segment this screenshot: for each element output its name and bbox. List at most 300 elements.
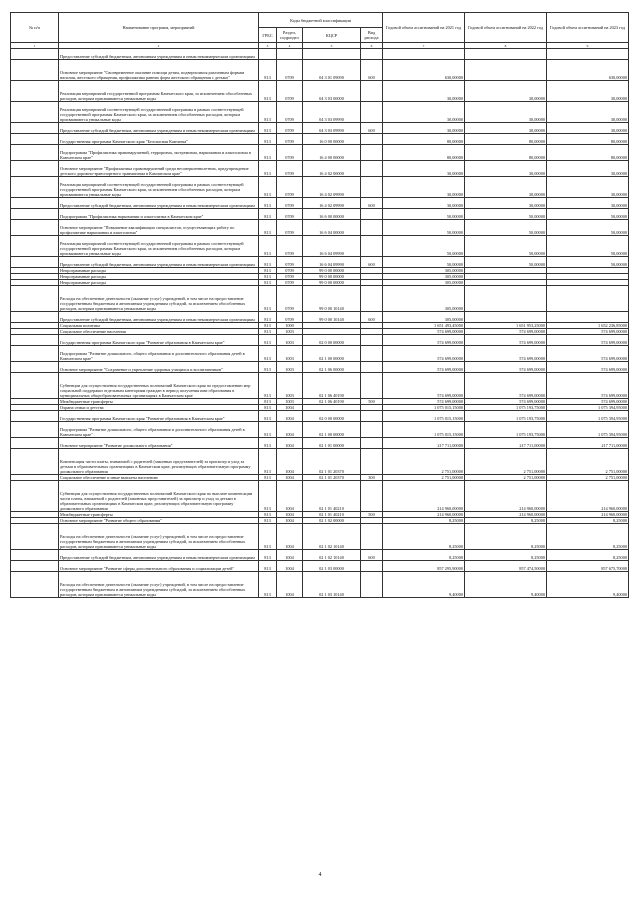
- row-2022-cell: 574 699,00000: [465, 346, 547, 362]
- row-rzpr-cell: 0709: [277, 198, 303, 209]
- row-2023-cell: 30,00000: [547, 198, 629, 209]
- row-2023-cell: 50,00000: [547, 220, 629, 236]
- table-row: [11, 399, 629, 405]
- row-csr-cell: 16 6 04 09990: [303, 257, 361, 268]
- row-rzpr-cell: 1004: [277, 422, 303, 438]
- row-vr-cell: 600: [361, 257, 383, 268]
- row-2022-cell: 30,00000: [465, 81, 547, 102]
- row-csr-cell: 16 4 02 09990: [303, 198, 361, 209]
- row-rzpr-cell: 0709: [277, 257, 303, 268]
- row-grbs-cell: 813: [259, 145, 277, 161]
- row-rzpr-cell: 1004: [277, 572, 303, 598]
- row-2023-cell: 214 960,00000: [547, 512, 629, 518]
- row-2023-cell: 1 075 394,95000: [547, 422, 629, 438]
- row-number-cell: [11, 362, 59, 373]
- row-name-cell: Предоставление субсидий бюджетным, автономным учреждениям и иным некоммерческим организациям: [59, 49, 259, 60]
- row-2021-cell: 30,00000: [383, 177, 465, 198]
- column-number-cell: 6: [361, 43, 383, 49]
- row-rzpr-cell: 1003: [277, 335, 303, 346]
- table-row: [11, 220, 629, 236]
- row-grbs-cell: 813: [259, 60, 277, 81]
- row-vr-cell: [361, 335, 383, 346]
- row-2022-cell: 9,40000: [465, 572, 547, 598]
- header-2021: Годовой объем ассигнований на 2021 год: [383, 13, 465, 43]
- row-vr-cell: [361, 561, 383, 572]
- row-grbs-cell: 813: [259, 286, 277, 312]
- row-rzpr-cell: 0709: [277, 274, 303, 280]
- table-row: [11, 102, 629, 123]
- row-vr-cell: [361, 572, 383, 598]
- row-vr-cell: 600: [361, 60, 383, 81]
- row-vr-cell: [361, 161, 383, 177]
- row-csr-cell: 02 1 01 20370: [303, 475, 361, 481]
- row-2021-cell: 30,00000: [383, 198, 465, 209]
- row-name-cell: Государственная программа Камчатского края "Развитие образования в Камчатском крае": [59, 411, 259, 422]
- row-2022-cell: 214 960,00000: [465, 481, 547, 512]
- row-2023-cell: 630,00000: [547, 60, 629, 81]
- row-2023-cell: 30,00000: [547, 123, 629, 134]
- table-row: [11, 449, 629, 475]
- row-2023-cell: 8,25000: [547, 518, 629, 524]
- row-2023-cell: 8,25000: [547, 524, 629, 550]
- row-2023-cell: [547, 286, 629, 312]
- row-grbs-cell: 813: [259, 161, 277, 177]
- row-number-cell: [11, 220, 59, 236]
- row-2021-cell: 80,00000: [383, 134, 465, 145]
- row-vr-cell: [361, 481, 383, 512]
- row-2021-cell: 305,00000: [383, 286, 465, 312]
- row-rzpr-cell: 0709: [277, 280, 303, 286]
- header-csr: КЦСР: [303, 28, 361, 43]
- row-2023-cell: 80,00000: [547, 145, 629, 161]
- row-rzpr-cell: 1000: [277, 323, 303, 329]
- row-2021-cell: 214 960,00000: [383, 481, 465, 512]
- row-2023-cell: 50,00000: [547, 257, 629, 268]
- table-row: [11, 257, 629, 268]
- row-2023-cell: 8,25000: [547, 550, 629, 561]
- header-num: № п/п: [11, 13, 59, 43]
- row-2022-cell: 30,00000: [465, 177, 547, 198]
- table-row: [11, 335, 629, 346]
- row-2022-cell: 1 075 193,75000: [465, 422, 547, 438]
- table-row: [11, 145, 629, 161]
- row-name-cell: Основное мероприятие "Повышение квалификации специалистов, осуществляющих работу по профилактике наркомании и алкоголизма": [59, 220, 259, 236]
- row-2022-cell: 80,00000: [465, 145, 547, 161]
- row-grbs-cell: 813: [259, 198, 277, 209]
- row-csr-cell: 99 0 00 00000: [303, 280, 361, 286]
- row-number-cell: [11, 60, 59, 81]
- row-vr-cell: 500: [361, 512, 383, 518]
- row-name-cell: Предоставление субсидий бюджетным, автономным учреждениям и иным некоммерческим организациям: [59, 198, 259, 209]
- row-rzpr-cell: 1004: [277, 449, 303, 475]
- row-2021-cell: 50,00000: [383, 220, 465, 236]
- row-2022-cell: 857 474,50000: [465, 561, 547, 572]
- row-rzpr-cell: 1004: [277, 475, 303, 481]
- row-grbs-cell: 813: [259, 518, 277, 524]
- row-2023-cell: 30,00000: [547, 102, 629, 123]
- row-csr-cell: 99 0 00 00000: [303, 268, 361, 274]
- row-number-cell: [11, 411, 59, 422]
- row-2023-cell: 574 699,00000: [547, 362, 629, 373]
- row-vr-cell: [361, 145, 383, 161]
- row-grbs-cell: 813: [259, 411, 277, 422]
- row-csr-cell: 99 0 00 10140: [303, 312, 361, 323]
- row-rzpr-cell: 0709: [277, 220, 303, 236]
- row-2022-cell: 30,00000: [465, 161, 547, 177]
- row-csr-cell: 16 6 00 00000: [303, 209, 361, 220]
- table-row: [11, 481, 629, 512]
- row-2021-cell: 574 699,00000: [383, 346, 465, 362]
- row-number-cell: [11, 561, 59, 572]
- row-rzpr-cell: 1004: [277, 481, 303, 512]
- row-2022-cell: [465, 312, 547, 323]
- column-number-cell: 5: [303, 43, 361, 49]
- row-2022-cell: 30,00000: [465, 198, 547, 209]
- row-rzpr-cell: 0709: [277, 209, 303, 220]
- row-vr-cell: 600: [361, 550, 383, 561]
- row-number-cell: [11, 422, 59, 438]
- row-csr-cell: 02 0 00 00000: [303, 335, 361, 346]
- row-2023-cell: 30,00000: [547, 177, 629, 198]
- header-rzpr: Раздел, подраздел: [277, 28, 303, 43]
- row-csr-cell: 99 0 00 00000: [303, 274, 361, 280]
- row-2022-cell: 1 075 193,75000: [465, 411, 547, 422]
- row-2021-cell: 30,00000: [383, 161, 465, 177]
- row-rzpr-cell: 0709: [277, 81, 303, 102]
- row-grbs-cell: 813: [259, 209, 277, 220]
- header-2023: Годовой объем ассигнований на 2023 год: [547, 13, 629, 43]
- row-vr-cell: [361, 286, 383, 312]
- row-2023-cell: 2 751,00000: [547, 449, 629, 475]
- row-name-cell: Расходы на обеспечение деятельности (оказание услуг) учреждений, в том числе на предоставление государственным бюджетным и автономным учреждениям субсидий, за исключением обособленных расходов, которым присваиваются уникальные коды: [59, 286, 259, 312]
- row-name-cell: Расходы на обеспечение деятельности (оказание услуг) учреждений, в том числе на предоставление государственным бюджетным и автономным учреждениям субсидий, за исключением обособленных расходов, которым присваиваются уникальные коды: [59, 524, 259, 550]
- row-name-cell: Субвенции для осуществления государственных полномочий Камчатского края по предоставлению мер социальной поддержки отдельным категориям граждан в период получения ими образования в муниципальных общеобразовательных организациях в Камчатском крае: [59, 373, 259, 399]
- row-name-cell: Подпрограмма "Развитие дошкольного, общего образования и дополнительного образования детей в Камчатском крае": [59, 422, 259, 438]
- row-vr-cell: [361, 373, 383, 399]
- row-2021-cell: 305,00000: [383, 280, 465, 286]
- row-number-cell: [11, 198, 59, 209]
- row-grbs-cell: 813: [259, 346, 277, 362]
- row-2023-cell: 574 699,00000: [547, 399, 629, 405]
- row-grbs-cell: 813: [259, 512, 277, 518]
- row-grbs-cell: 813: [259, 102, 277, 123]
- row-vr-cell: [361, 134, 383, 145]
- table-body: [11, 49, 629, 598]
- row-name-cell: Субвенции для осуществления государственных полномочий Камчатского края по выплате компенсации части платы, взимаемой с родителей (законных представителей) за присмотр и уход за детьми в образовательных организациях в Камчатском крае, реализующих образовательную программу дошкольного образования: [59, 481, 259, 512]
- row-vr-cell: [361, 177, 383, 198]
- row-name-cell: Социальное обеспечение населения: [59, 329, 259, 335]
- row-rzpr-cell: 0709: [277, 134, 303, 145]
- row-2023-cell: 217 711,00000: [547, 438, 629, 449]
- row-2023-cell: [547, 49, 629, 60]
- row-csr-cell: 02 1 01 40210: [303, 481, 361, 512]
- row-2021-cell: 8,25000: [383, 550, 465, 561]
- column-number-cell: 3: [259, 43, 277, 49]
- row-2021-cell: 305,00000: [383, 274, 465, 280]
- row-2022-cell: 8,25000: [465, 518, 547, 524]
- row-2022-cell: 50,00000: [465, 257, 547, 268]
- row-csr-cell: 16 6 04 09990: [303, 236, 361, 257]
- row-vr-cell: [361, 411, 383, 422]
- row-name-cell: Реализация мероприятий соответствующей государственной программы в рамках соответствующей государственной программы Камчатского края, за исключением обособленных расходов, которым присваиваются уникальные коды: [59, 236, 259, 257]
- row-2021-cell: 30,00000: [383, 81, 465, 102]
- row-vr-cell: 500: [361, 399, 383, 405]
- row-2022-cell: 50,00000: [465, 220, 547, 236]
- row-2023-cell: 574 699,00000: [547, 329, 629, 335]
- row-name-cell: Межбюджетные трансферты: [59, 512, 259, 518]
- row-name-cell: Реализация мероприятий государственной программы Камчатского края, за исключением обособленных расходов, которым присваиваются уникальные коды: [59, 81, 259, 102]
- row-name-cell: Основное мероприятие "Профилактика правонарушений среди несовершеннолетних, предупреждение детского дорожно-транспортного травматизма в Камчатском крае": [59, 161, 259, 177]
- table-row: [11, 123, 629, 134]
- header-vr: Вид расхода: [361, 28, 383, 43]
- table-row: [11, 373, 629, 399]
- table-row: [11, 286, 629, 312]
- row-rzpr-cell: 0709: [277, 312, 303, 323]
- row-rzpr-cell: 1003: [277, 373, 303, 399]
- row-csr-cell: 04 3 01 09090: [303, 60, 361, 81]
- row-2022-cell: 574 699,00000: [465, 335, 547, 346]
- row-rzpr-cell: 1004: [277, 438, 303, 449]
- row-csr-cell: 02 0 00 00000: [303, 411, 361, 422]
- row-grbs-cell: 813: [259, 524, 277, 550]
- row-name-cell: Реализация мероприятий соответствующей государственной программы в рамках соответствующей государственной программы Камчатского края, за исключением обособленных расходов, которым присваиваются уникальные коды: [59, 102, 259, 123]
- row-2021-cell: 1 651 493,45000: [383, 323, 465, 329]
- table-row: [11, 312, 629, 323]
- row-rzpr-cell: 1003: [277, 346, 303, 362]
- row-2021-cell: 50,00000: [383, 257, 465, 268]
- budget-table-sheet: [10, 12, 628, 598]
- row-name-cell: Социальное обеспечение и иные выплаты населению: [59, 475, 259, 481]
- row-csr-cell: 02 1 06 00000: [303, 362, 361, 373]
- row-2023-cell: 857 675,70000: [547, 561, 629, 572]
- row-csr-cell: [303, 49, 361, 60]
- row-2021-cell: 30,00000: [383, 123, 465, 134]
- row-csr-cell: 02 1 06 40190: [303, 399, 361, 405]
- row-csr-cell: 02 1 02 10140: [303, 524, 361, 550]
- row-name-cell: Основное мероприятие "Развитие дошкольного образования": [59, 438, 259, 449]
- table-row: [11, 209, 629, 220]
- row-2021-cell: 574 699,00000: [383, 399, 465, 405]
- header-grbs: ГРБС: [259, 28, 277, 43]
- row-grbs-cell: 813: [259, 329, 277, 335]
- row-grbs-cell: 813: [259, 268, 277, 274]
- row-name-cell: Компенсация части платы, взимаемой с родителей (законных представителей) за присмотр и уход за детьми в образовательных организациях в Камчатском крае, реализующих образовательную программу дошкольного образования: [59, 449, 259, 475]
- row-number-cell: [11, 145, 59, 161]
- row-2021-cell: [383, 49, 465, 60]
- header-name: Наименование программ, мероприятий: [59, 13, 259, 43]
- row-2021-cell: 9,40000: [383, 572, 465, 598]
- row-csr-cell: 02 1 03 00000: [303, 561, 361, 572]
- row-2022-cell: 2 751,00000: [465, 475, 547, 481]
- row-2023-cell: 1 075 394,95000: [547, 405, 629, 411]
- row-2021-cell: 1 075 015,15000: [383, 422, 465, 438]
- row-name-cell: Подпрограмма "Профилактика правонарушений, терроризма, экстремизма, наркомании и алкоголизма в Камчатском крае": [59, 145, 259, 161]
- row-grbs-cell: 813: [259, 134, 277, 145]
- column-number-cell: 9: [547, 43, 629, 49]
- row-vr-cell: [361, 236, 383, 257]
- row-csr-cell: 16 6 04 00000: [303, 220, 361, 236]
- row-name-cell: Социальная политика: [59, 323, 259, 329]
- row-2021-cell: 30,00000: [383, 102, 465, 123]
- row-name-cell: Предоставление субсидий бюджетным, автономным учреждениям и иным некоммерческим организациям: [59, 123, 259, 134]
- row-grbs-cell: 813: [259, 177, 277, 198]
- row-vr-cell: [361, 438, 383, 449]
- table-row: [11, 362, 629, 373]
- header-2022: Годовой объем ассигнований на 2022 год: [465, 13, 547, 43]
- row-number-cell: [11, 102, 59, 123]
- row-name-cell: Реализация мероприятий соответствующей государственной программы в рамках соответствующей государственной программы Камчатского края, за исключением обособленных расходов, которым присваиваются уникальные коды: [59, 177, 259, 198]
- row-2023-cell: 50,00000: [547, 209, 629, 220]
- row-csr-cell: 99 0 00 10140: [303, 286, 361, 312]
- row-2022-cell: 1 651 953,25000: [465, 323, 547, 329]
- row-number-cell: [11, 550, 59, 561]
- column-number-cell: 4: [277, 43, 303, 49]
- row-name-cell: Предоставление субсидий бюджетным, автономным учреждениям и иным некоммерческим организациям: [59, 312, 259, 323]
- row-2022-cell: 574 699,00000: [465, 329, 547, 335]
- row-rzpr-cell: 1004: [277, 411, 303, 422]
- page-number: 4: [318, 872, 322, 878]
- column-number-cell: 2: [59, 43, 259, 49]
- row-name-cell: Подпрограмма "Развитие дошкольного, общего образования и дополнительного образования детей в Камчатском крае": [59, 346, 259, 362]
- row-rzpr-cell: [277, 49, 303, 60]
- table-row: [11, 198, 629, 209]
- row-grbs-cell: 813: [259, 81, 277, 102]
- table-row: [11, 550, 629, 561]
- row-grbs-cell: 813: [259, 481, 277, 512]
- table-row: [11, 572, 629, 598]
- row-2022-cell: 8,25000: [465, 550, 547, 561]
- row-vr-cell: [361, 81, 383, 102]
- row-2021-cell: 1 075 015,15000: [383, 405, 465, 411]
- row-2023-cell: 1 652 236,85000: [547, 323, 629, 329]
- row-2022-cell: [465, 286, 547, 312]
- table-row: [11, 177, 629, 198]
- row-2022-cell: 1 075 193,75000: [465, 405, 547, 411]
- row-rzpr-cell: 0709: [277, 268, 303, 274]
- row-2023-cell: 80,00000: [547, 134, 629, 145]
- row-csr-cell: 04 3 03 09990: [303, 123, 361, 134]
- row-2021-cell: 857 295,90000: [383, 561, 465, 572]
- row-name-cell: Предоставление субсидий бюджетным, автономным учреждениям и иным некоммерческим организациям: [59, 550, 259, 561]
- row-2021-cell: 50,00000: [383, 209, 465, 220]
- row-csr-cell: 02 1 00 00000: [303, 422, 361, 438]
- row-rzpr-cell: 1003: [277, 362, 303, 373]
- row-2021-cell: 574 699,00000: [383, 329, 465, 335]
- row-number-cell: [11, 236, 59, 257]
- row-grbs-cell: 813: [259, 422, 277, 438]
- row-name-cell: Государственная программа Камчатского края "Развитие образования в Камчатском крае": [59, 335, 259, 346]
- row-csr-cell: 02 1 01 40210: [303, 512, 361, 518]
- row-name-cell: Непрограммные расходы: [59, 274, 259, 280]
- row-grbs-cell: 813: [259, 550, 277, 561]
- row-vr-cell: [361, 49, 383, 60]
- row-grbs-cell: 813: [259, 438, 277, 449]
- row-2022-cell: 30,00000: [465, 102, 547, 123]
- row-grbs-cell: 813: [259, 561, 277, 572]
- row-2023-cell: 30,00000: [547, 161, 629, 177]
- row-name-cell: Непрограммные расходы: [59, 280, 259, 286]
- row-rzpr-cell: 0709: [277, 236, 303, 257]
- row-2023-cell: 574 699,00000: [547, 335, 629, 346]
- table-row: [11, 475, 629, 481]
- row-2023-cell: 50,00000: [547, 236, 629, 257]
- row-2022-cell: 574 699,00000: [465, 362, 547, 373]
- table-row: [11, 161, 629, 177]
- column-number-cell: 8: [465, 43, 547, 49]
- table-row: [11, 134, 629, 145]
- row-rzpr-cell: 0709: [277, 177, 303, 198]
- row-csr-cell: 02 1 01 20370: [303, 449, 361, 475]
- row-number-cell: [11, 81, 59, 102]
- header-codes: Коды бюджетной классификации: [259, 13, 383, 28]
- row-2022-cell: 30,00000: [465, 123, 547, 134]
- row-2021-cell: 214 960,00000: [383, 512, 465, 518]
- row-rzpr-cell: 0709: [277, 123, 303, 134]
- row-number-cell: [11, 373, 59, 399]
- row-number-cell: [11, 177, 59, 198]
- row-number-cell: [11, 312, 59, 323]
- row-2023-cell: 2 751,00000: [547, 475, 629, 481]
- row-vr-cell: [361, 422, 383, 438]
- row-grbs-cell: [259, 49, 277, 60]
- row-grbs-cell: 813: [259, 323, 277, 329]
- row-vr-cell: [361, 362, 383, 373]
- row-rzpr-cell: 1003: [277, 399, 303, 405]
- row-name-cell: Основное мероприятие "Своевременное оказание помощи детям, подвергшимся различным формам насилия, жестокого обращения, профилактика ранних форм жестокого обращения с детьми": [59, 60, 259, 81]
- row-2022-cell: 2 751,00000: [465, 449, 547, 475]
- row-grbs-cell: 813: [259, 123, 277, 134]
- row-grbs-cell: 813: [259, 405, 277, 411]
- row-grbs-cell: 813: [259, 280, 277, 286]
- row-2022-cell: 217 711,00000: [465, 438, 547, 449]
- table-row: [11, 411, 629, 422]
- row-number-cell: [11, 438, 59, 449]
- row-2023-cell: 574 699,00000: [547, 373, 629, 399]
- row-2021-cell: 305,00000: [383, 312, 465, 323]
- row-rzpr-cell: 0709: [277, 102, 303, 123]
- row-grbs-cell: 813: [259, 362, 277, 373]
- row-csr-cell: 02 1 03 10140: [303, 572, 361, 598]
- row-name-cell: Расходы на обеспечение деятельности (оказание услуг) учреждений, в том числе на предоставление государственным бюджетным и автономным учреждениям субсидий, за исключением обособленных расходов, которым присваиваются уникальные коды: [59, 572, 259, 598]
- row-2021-cell: 80,00000: [383, 145, 465, 161]
- row-csr-cell: 16 0 00 00000: [303, 134, 361, 145]
- table-row: [11, 60, 629, 81]
- row-rzpr-cell: 1004: [277, 561, 303, 572]
- row-2022-cell: 574 699,00000: [465, 373, 547, 399]
- row-vr-cell: [361, 209, 383, 220]
- row-rzpr-cell: 1003: [277, 329, 303, 335]
- row-csr-cell: 04 3 03 00000: [303, 81, 361, 102]
- row-2022-cell: 8,25000: [465, 524, 547, 550]
- row-number-cell: [11, 335, 59, 346]
- row-2022-cell: 214 960,00000: [465, 512, 547, 518]
- row-2021-cell: 574 699,00000: [383, 335, 465, 346]
- row-grbs-cell: 813: [259, 399, 277, 405]
- row-2021-cell: 2 751,00000: [383, 475, 465, 481]
- row-grbs-cell: 813: [259, 257, 277, 268]
- row-name-cell: Предоставление субсидий бюджетным, автономным учреждениям и иным некоммерческим организациям: [59, 257, 259, 268]
- row-csr-cell: 04 3 03 09990: [303, 102, 361, 123]
- row-2023-cell: 1 075 394,95000: [547, 411, 629, 422]
- row-name-cell: Основное мероприятие "Развитие общего образования": [59, 518, 259, 524]
- row-rzpr-cell: 1004: [277, 524, 303, 550]
- row-name-cell: Подпрограмма "Профилактика наркомании и алкоголизма в Камчатском крае": [59, 209, 259, 220]
- row-vr-cell: 300: [361, 475, 383, 481]
- row-rzpr-cell: 1004: [277, 550, 303, 561]
- row-number-cell: [11, 123, 59, 134]
- row-name-cell: Охрана семьи и детства: [59, 405, 259, 411]
- row-csr-cell: 02 1 06 40190: [303, 373, 361, 399]
